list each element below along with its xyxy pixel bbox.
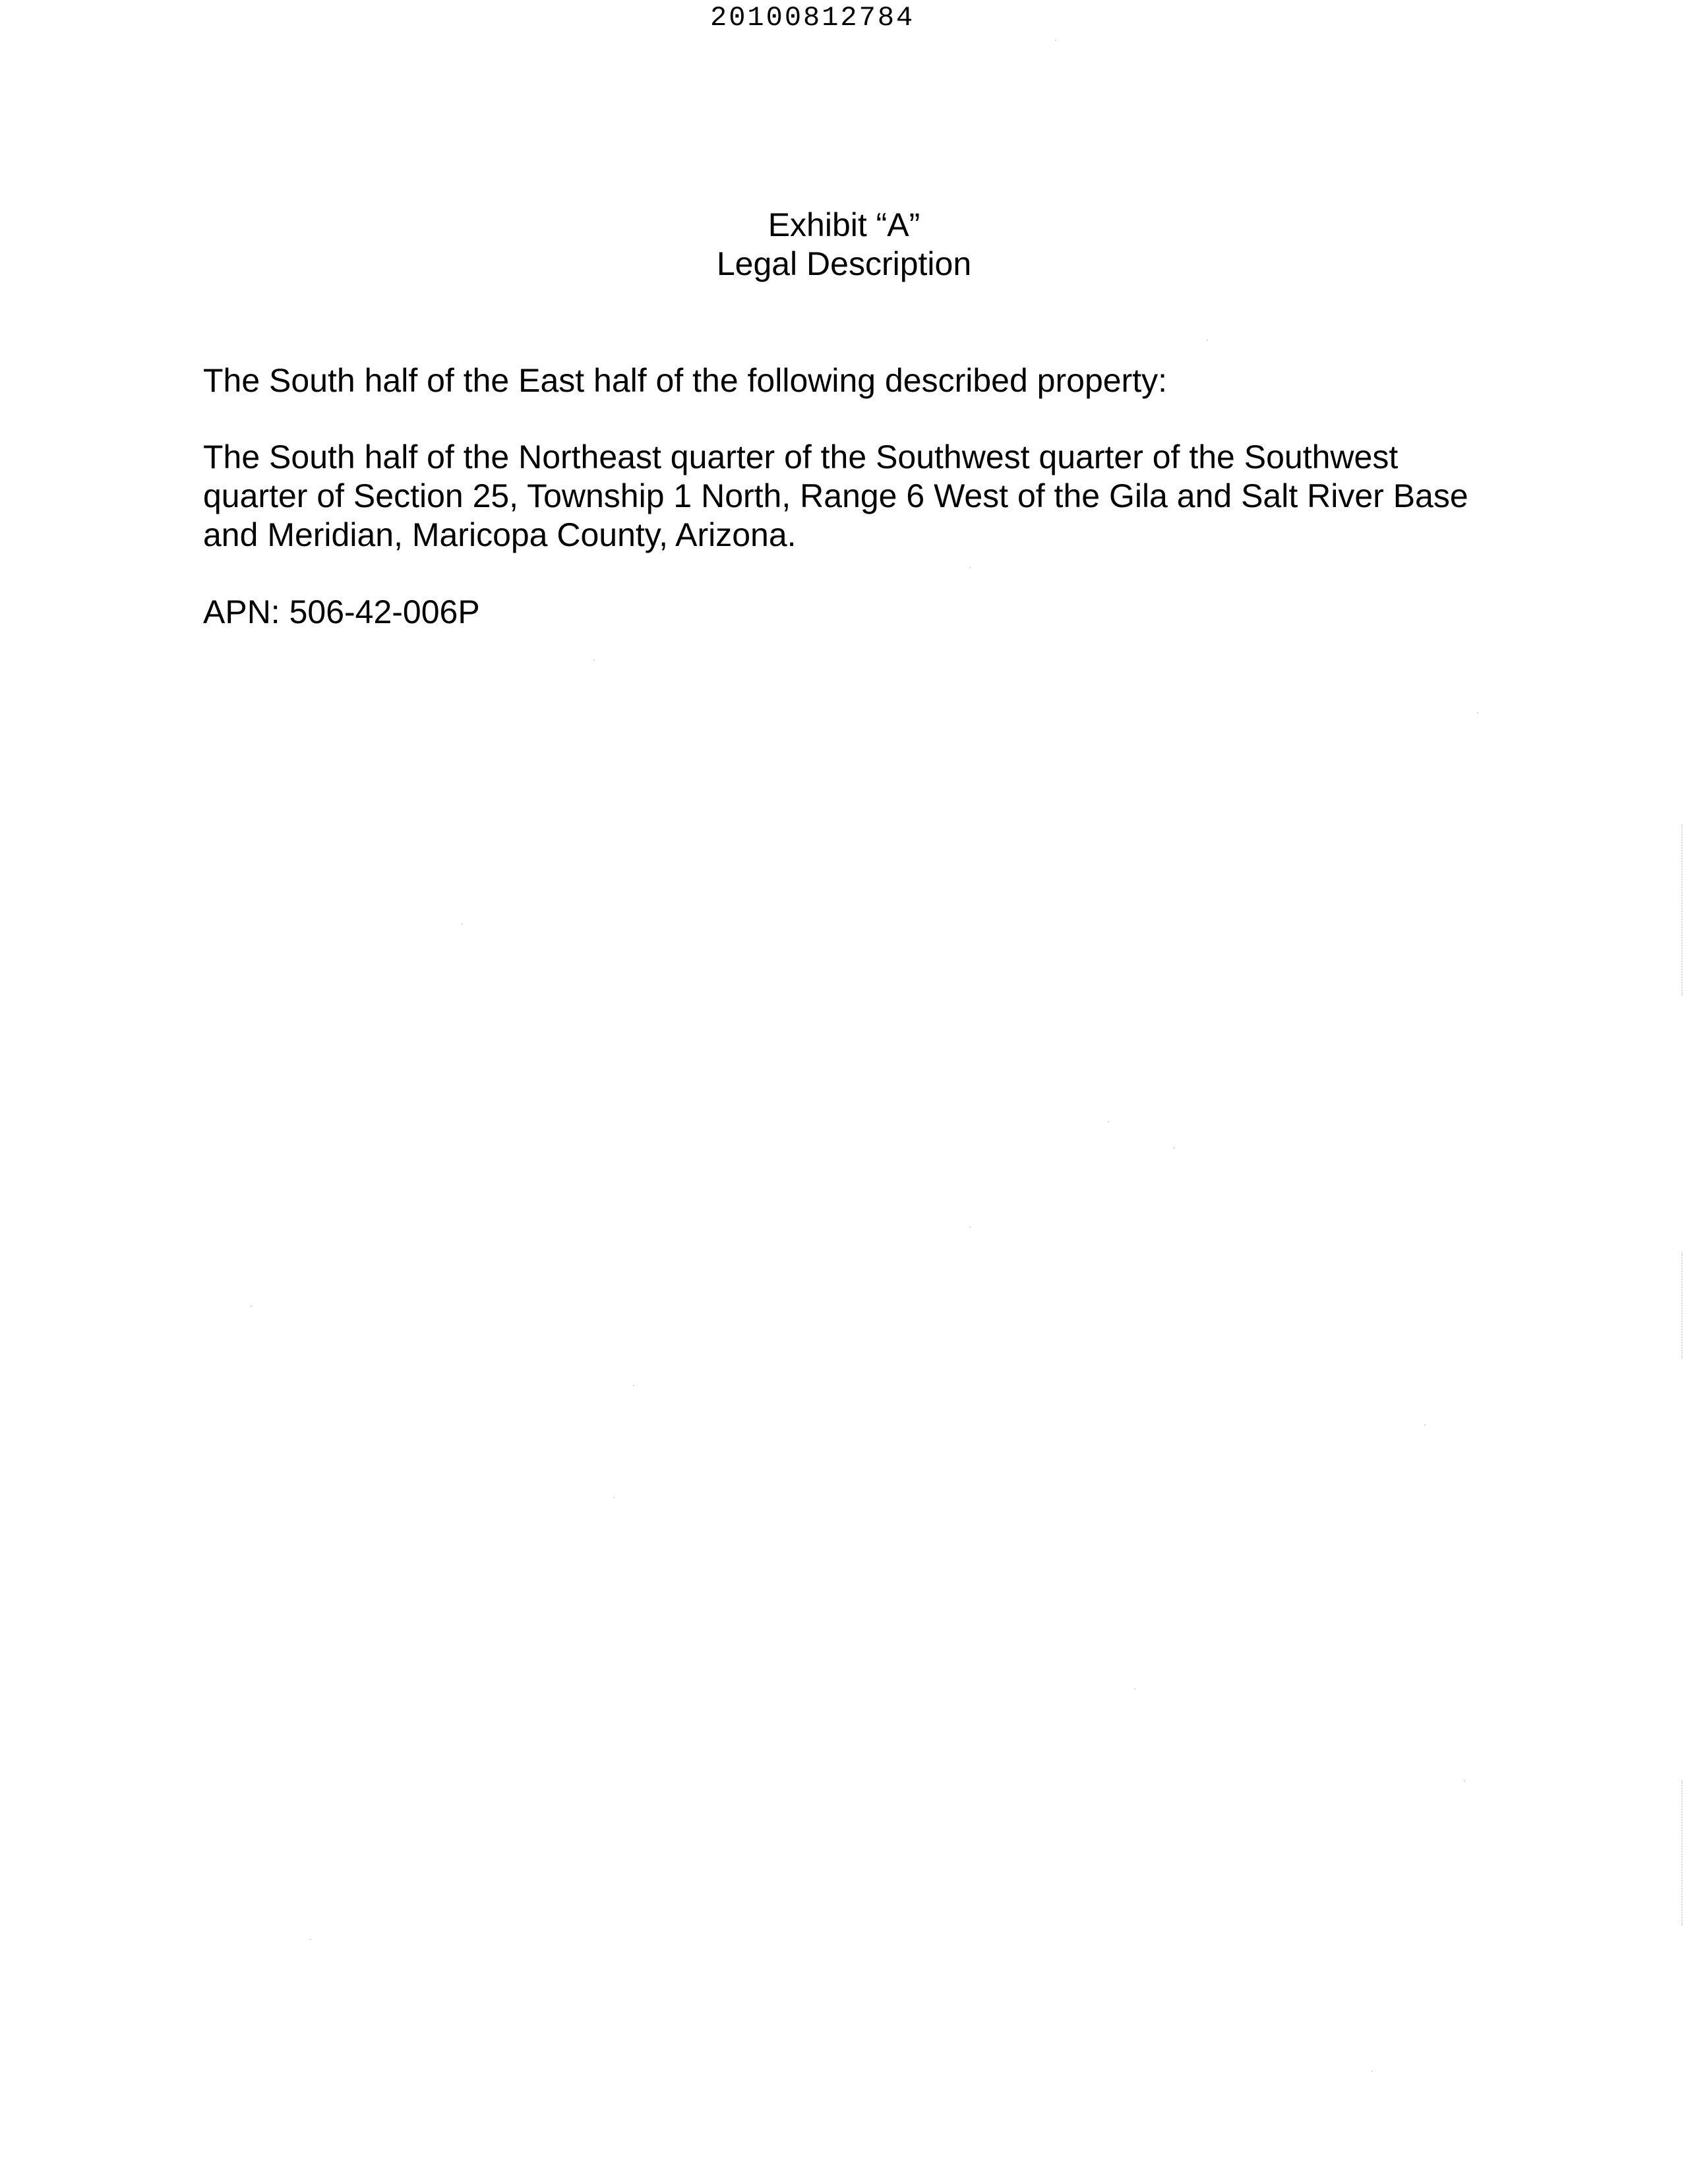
scan-speck (1108, 1121, 1109, 1122)
scan-speck (1424, 1424, 1426, 1426)
scan-edge-marks (1679, 824, 1683, 996)
scan-speck (1464, 1780, 1465, 1782)
scan-speck (1477, 712, 1478, 713)
scan-speck (1372, 2071, 1373, 2072)
legal-description-line: quarter of Section 25, Township 1 North, Range 6 West of the Gila and Salt River Base (203, 477, 1468, 514)
scan-speck (1134, 1688, 1135, 1689)
scan-speck (310, 1939, 311, 1940)
scan-speck (969, 567, 971, 568)
scan-speck (1174, 1147, 1175, 1149)
exhibit-title: Exhibit “A” (768, 206, 920, 243)
apn-line: APN: 506-42-006P (203, 593, 480, 630)
exhibit-heading (0, 206, 1688, 284)
scan-speck (1055, 40, 1056, 41)
legal-description-paragraph (203, 438, 1522, 555)
scan-speck (251, 1306, 252, 1307)
intro-paragraph: The South half of the East half of the following described property: (203, 362, 1167, 399)
scan-edge-marks (1679, 1780, 1683, 1926)
legal-description-line: The South half of the Northeast quarter of the Southwest quarter of the Southwest (203, 439, 1399, 475)
scan-edge-marks (1679, 1253, 1683, 1358)
scan-speck (462, 923, 463, 925)
scan-speck (633, 1385, 634, 1386)
scan-speck (969, 1227, 971, 1228)
recording-number: 20100812784 (710, 2, 915, 34)
scan-speck (593, 659, 595, 661)
scan-speck (613, 1497, 615, 1498)
exhibit-subtitle: Legal Description (716, 245, 972, 282)
legal-description-line: and Meridian, Maricopa County, Arizona. (203, 516, 797, 553)
scan-speck (1207, 340, 1208, 341)
